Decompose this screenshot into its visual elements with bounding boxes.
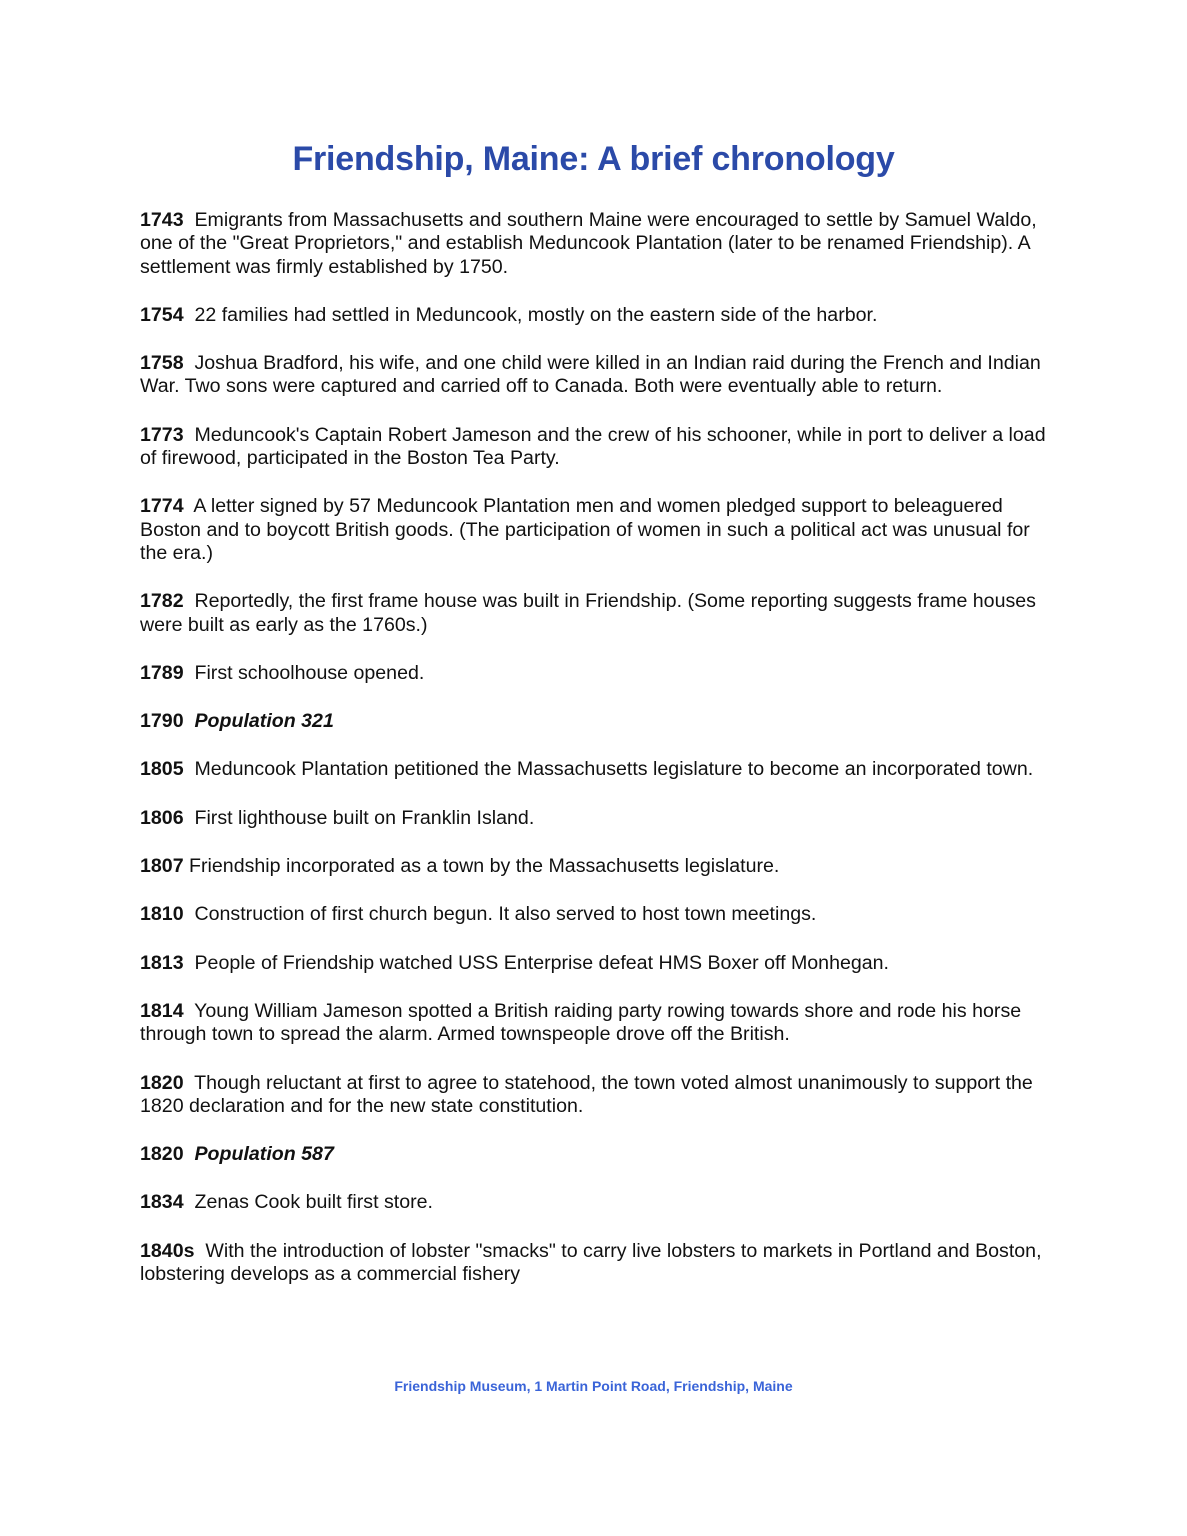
population-entry <box>140 710 1060 733</box>
entry-text: Meduncook Plantation petitioned the Massachusetts legislature to become an incorporated town. <box>194 758 1034 781</box>
entry-year: 1773 <box>140 423 184 446</box>
chronology-entry <box>140 590 1060 637</box>
entry-text: First lighthouse built on Franklin Island. <box>194 806 535 829</box>
chronology-entry <box>140 1000 1060 1047</box>
chronology-entry <box>140 209 1060 279</box>
entry-text: A letter signed by 57 Meduncook Plantation men and women pledged support to beleaguered Boston and to boycott British goods. (The participation of women in such a political act was unusual for the era.) <box>140 495 1030 564</box>
entry-text: Construction of first church begun. It also served to host town meetings. <box>194 903 817 926</box>
entry-year: 1840s <box>140 1239 195 1262</box>
entry-year: 1810 <box>140 903 184 926</box>
entry-year: 1754 <box>140 303 184 326</box>
chronology-entry <box>140 1191 1060 1214</box>
entry-text: Meduncook's Captain Robert Jameson and the crew of his schooner, while in port to deliver a load of firewood, participated in the Boston Tea Party. <box>140 423 1046 470</box>
entry-year: 1834 <box>140 1191 184 1214</box>
entry-text: 22 families had settled in Meduncook, mostly on the eastern side of the harbor. <box>194 303 878 326</box>
population-text: Population 321 <box>194 710 334 733</box>
entry-year: 1814 <box>140 999 184 1022</box>
entry-text: Zenas Cook built first store. <box>194 1191 433 1214</box>
chronology-entry <box>140 662 1060 685</box>
entry-year: 1820 <box>140 1143 184 1166</box>
chronology-entry <box>140 1072 1060 1119</box>
entry-text: First schoolhouse opened. <box>194 661 425 684</box>
entry-year: 1813 <box>140 951 184 974</box>
entry-text: People of Friendship watched USS Enterprise defeat HMS Boxer off Monhegan. <box>194 951 890 974</box>
chronology-entry <box>140 495 1060 565</box>
chronology-entry <box>140 352 1060 399</box>
population-text: Population 587 <box>194 1143 334 1166</box>
chronology-entry <box>140 855 1060 878</box>
population-entry <box>140 1143 1060 1166</box>
chronology-entry <box>140 758 1060 781</box>
entry-text: Friendship incorporated as a town by the Massachusetts legislature. <box>189 855 780 878</box>
chronology-entry <box>140 424 1060 471</box>
entry-year: 1758 <box>140 352 184 375</box>
entry-year: 1774 <box>140 495 184 518</box>
entry-year: 1782 <box>140 590 184 613</box>
footer-address: Friendship Museum, 1 Martin Point Road, Friendship, Maine <box>394 1378 793 1394</box>
entry-year: 1790 <box>140 710 184 733</box>
chronology-entry <box>140 304 1060 327</box>
chronology-entry <box>140 903 1060 926</box>
chronology-entry <box>140 1240 1060 1287</box>
entry-year: 1789 <box>140 661 184 684</box>
chronology-entry <box>140 807 1060 830</box>
entry-year: 1743 <box>140 209 184 231</box>
entry-text: Emigrants from Massachusetts and southern Maine were encouraged to settle by Samuel Waldo, one of the "Great Proprietors," and establish Meduncook Plantation (later to be renamed Friendship). A settlement was firmly established by 1750. <box>140 209 1037 278</box>
entry-text: With the introduction of lobster "smacks" to carry live lobsters to markets in Portland and Boston, lobstering develops as a commercial fishery <box>140 1239 1042 1286</box>
entry-year: 1807 <box>140 855 184 878</box>
entry-year: 1806 <box>140 806 184 829</box>
entry-text: Though reluctant at first to agree to statehood, the town voted almost unanimously to support the 1820 declaration and for the new state constitution. <box>140 1071 1033 1117</box>
chronology-entry <box>140 952 1060 975</box>
entry-text: Young William Jameson spotted a British raiding party rowing towards shore and rode his horse through town to spread the alarm. Armed townspeople drove off the British. <box>140 999 1022 1046</box>
entry-text: Reportedly, the first frame house was built in Friendship. (Some reporting suggests frame houses were built as early as the 1760s.) <box>140 590 1036 636</box>
page-title: Friendship, Maine: A brief chronology <box>292 140 895 178</box>
entry-text: Joshua Bradford, his wife, and one child were killed in an Indian raid during the French and Indian War. Two sons were captured and carried off to Canada. Both were eventually able to return. <box>140 352 1041 398</box>
entry-year: 1805 <box>140 758 184 781</box>
chronology-list <box>140 209 1060 1311</box>
entry-year: 1820 <box>140 1071 184 1094</box>
